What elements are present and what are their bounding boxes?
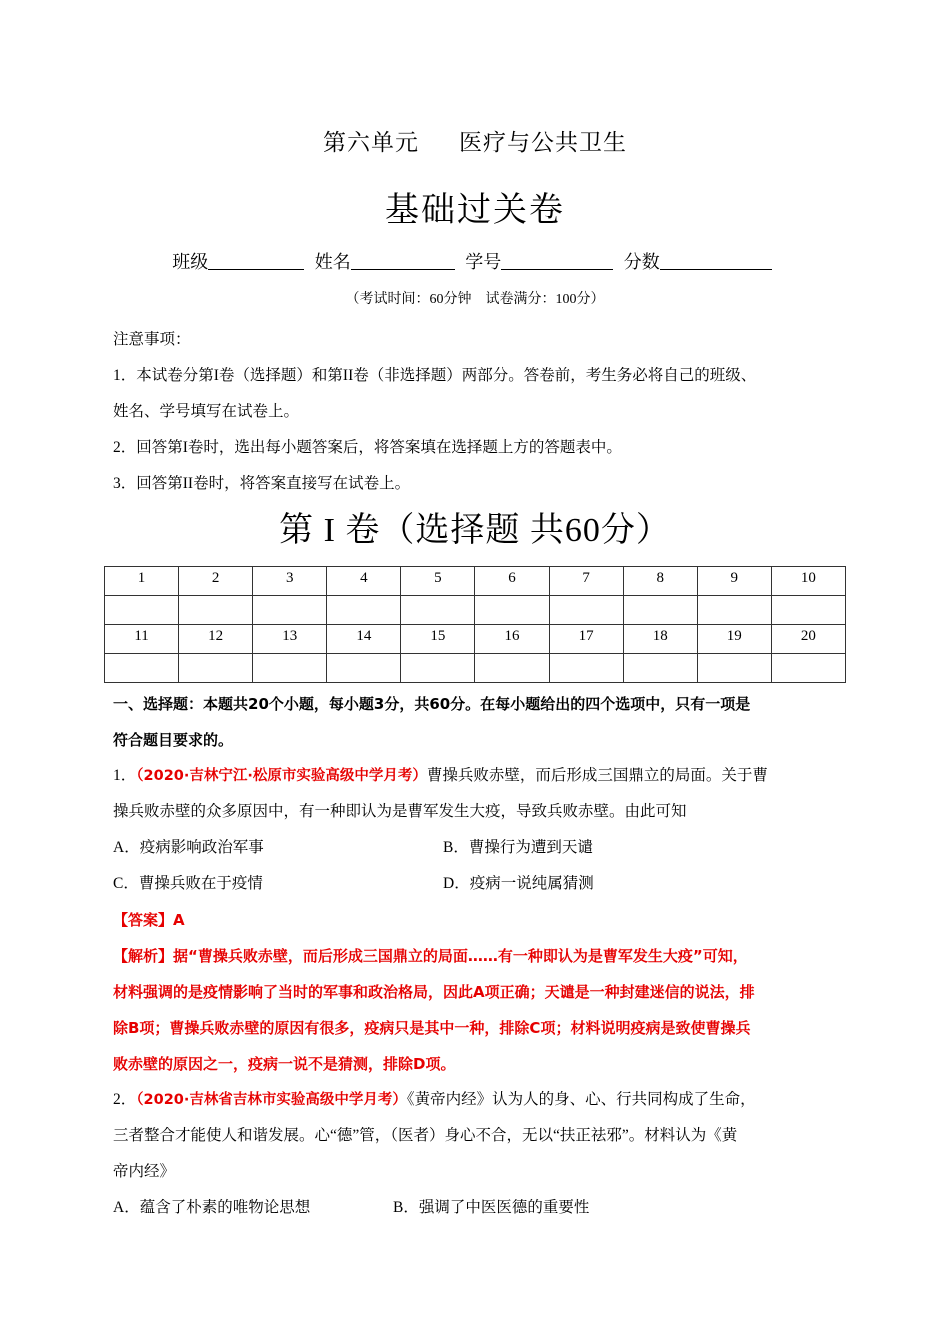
note-item: 3．回答第II卷时，将答案直接写在试卷上。	[113, 475, 411, 492]
question-number: 16	[475, 625, 549, 654]
question-number: 20	[771, 625, 845, 654]
notes-section	[113, 322, 843, 502]
score-field[interactable]	[624, 248, 778, 274]
question-number: 1	[105, 567, 179, 596]
instructions-line: 一、选择题：本题共20个小题，每小题3分，共60分。在每小题给出的四个选项中，只有一项是	[113, 695, 751, 713]
unit-topic: 医疗与公共卫生	[459, 130, 627, 156]
answer-cell[interactable]	[179, 654, 253, 683]
unit-label: 第六单元	[323, 130, 419, 156]
class-blank[interactable]	[208, 251, 304, 270]
answer-cell[interactable]	[549, 596, 623, 625]
answer-block	[113, 902, 843, 1082]
question-number-label: 2．	[113, 1091, 137, 1108]
question-number: 12	[179, 625, 253, 654]
analysis-line: 败赤壁的原因之一，疫病一说不是猜测，排除D项。	[113, 1055, 456, 1073]
answer-cell[interactable]	[771, 654, 845, 683]
class-field[interactable]	[172, 248, 310, 274]
answer-grid	[104, 566, 846, 683]
question-number: 15	[401, 625, 475, 654]
question-source: （2020·吉林宁江·松原市实验高级中学月考）	[136, 768, 427, 784]
question-stem: 曹操兵败赤壁，而后形成三国鼎立的局面。关于曹	[426, 767, 768, 784]
student-id-blank[interactable]	[501, 251, 613, 270]
analysis-line: 材料强调的是疫情影响了当时的军事和政治格局，因此A项正确；天谴是一种封建迷信的说法，排	[113, 983, 755, 1001]
answer-cell[interactable]	[179, 596, 253, 625]
student-info-line	[0, 248, 950, 274]
name-field[interactable]	[315, 248, 461, 274]
question-2	[113, 1082, 843, 1226]
question-number: 6	[475, 567, 549, 596]
question-number: 10	[771, 567, 845, 596]
question-number: 11	[105, 625, 179, 654]
option-b[interactable]: B．强调了中医医德的重要性	[393, 1199, 590, 1216]
question-stem: 《黄帝内经》认为人的身、心、行共同构成了生命，	[406, 1091, 756, 1108]
question-stem: 三者整合才能使人和谐发展。心“德”管，（医者）身心不合，无以“扶正祛邪”。材料认为《黄	[113, 1127, 738, 1144]
answer-cell[interactable]	[549, 654, 623, 683]
answer-cell[interactable]	[401, 654, 475, 683]
option-b[interactable]: B．曹操行为遭到天谴	[443, 839, 593, 856]
answer-row	[105, 654, 846, 683]
class-label: 班级	[172, 252, 209, 272]
options	[113, 830, 843, 902]
question-number: 3	[253, 567, 327, 596]
section-title: 第 I 卷（选择题 共60分）	[279, 512, 671, 549]
score-label: 分数	[623, 252, 660, 272]
answer-label: 【答案】A	[113, 911, 185, 929]
question-stem: 操兵败赤壁的众多原因中，有一种即认为是曹军发生大疫，导致兵败赤壁。由此可知	[113, 803, 687, 820]
score-blank[interactable]	[660, 251, 772, 270]
question-number: 14	[327, 625, 401, 654]
question-number: 8	[623, 567, 697, 596]
question-1	[113, 758, 843, 1082]
question-number-label: 1．	[113, 767, 137, 784]
answer-cell[interactable]	[475, 596, 549, 625]
answer-cell[interactable]	[697, 596, 771, 625]
question-source: （2020·吉林省吉林市实验高级中学月考）	[136, 1092, 407, 1108]
paper-title: 基础过关卷	[385, 190, 565, 230]
answer-cell[interactable]	[327, 654, 401, 683]
question-number: 7	[549, 567, 623, 596]
question-number: 13	[253, 625, 327, 654]
analysis-line: 除B项；曹操兵败赤壁的原因有很多，疫病只是其中一种，排除C项；材料说明疫病是致使曹操兵	[113, 1019, 751, 1037]
question-number: 5	[401, 567, 475, 596]
option-a[interactable]: A．蕴含了朴素的唯物论思想	[113, 1199, 311, 1216]
option-a[interactable]: A．疫病影响政治军事	[113, 839, 264, 856]
notes-title: 注意事项：	[113, 331, 191, 348]
exam-meta: （考试时间：60分钟 试卷满分：100分）	[345, 292, 605, 307]
analysis-line: 【解析】据“曹操兵败赤壁，而后形成三国鼎立的局面……有一种即认为是曹军发生大疫”可知，	[113, 947, 748, 965]
answer-cell[interactable]	[253, 596, 327, 625]
section-instructions	[113, 686, 843, 758]
note-item: 2．回答第I卷时，选出每小题答案后，将答案填在选择题上方的答题表中。	[113, 439, 622, 456]
question-number: 17	[549, 625, 623, 654]
number-row	[105, 567, 846, 596]
options	[113, 1190, 843, 1226]
question-number: 2	[179, 567, 253, 596]
student-id-label: 学号	[465, 252, 502, 272]
instructions-line: 符合题目要求的。	[113, 731, 234, 749]
option-d[interactable]: D．疫病一说纯属猜测	[443, 875, 594, 892]
unit-title	[0, 124, 950, 157]
answer-cell[interactable]	[697, 654, 771, 683]
question-number: 18	[623, 625, 697, 654]
answer-row	[105, 596, 846, 625]
note-item: 姓名、学号填写在试卷上。	[113, 403, 300, 420]
note-item: 1．本试卷分第I卷（选择题）和第II卷（非选择题）两部分。答卷前，考生务必将自己的班级、	[113, 367, 757, 384]
answer-cell[interactable]	[105, 596, 179, 625]
question-number: 9	[697, 567, 771, 596]
answer-cell[interactable]	[475, 654, 549, 683]
answer-cell[interactable]	[623, 654, 697, 683]
answer-cell[interactable]	[253, 654, 327, 683]
answer-cell[interactable]	[105, 654, 179, 683]
answer-cell[interactable]	[327, 596, 401, 625]
name-blank[interactable]	[351, 251, 455, 270]
answer-cell[interactable]	[401, 596, 475, 625]
student-id-field[interactable]	[465, 248, 619, 274]
option-c[interactable]: C．曹操兵败在于疫情	[113, 875, 263, 892]
question-number: 19	[697, 625, 771, 654]
answer-cell[interactable]	[623, 596, 697, 625]
number-row	[105, 625, 846, 654]
name-label: 姓名	[314, 252, 351, 272]
question-number: 4	[327, 567, 401, 596]
answer-cell[interactable]	[771, 596, 845, 625]
question-stem: 帝内经》	[113, 1163, 176, 1180]
